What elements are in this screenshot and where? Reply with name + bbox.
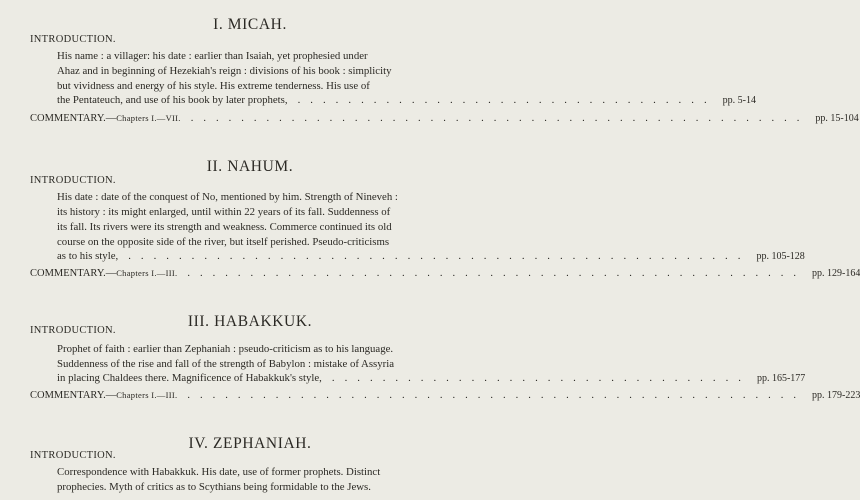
intro-text-line: course on the opposite side of the river, but itself perished. Pseudo-criticisms: [57, 236, 390, 248]
intro-text-line: its fall. Its rivers were its strength and weakness. Commerce continued its old: [57, 221, 392, 233]
intro-text-line: Suddenness of the rise and fall of the strength of Babylon : mistake of Assyria: [57, 358, 395, 370]
intro-final-line: [57, 372, 806, 384]
intro-page-range: pp. 165-177: [756, 373, 806, 384]
introduction-label: INTRODUCTION.: [30, 450, 116, 461]
dot-leader: .................................................: [128, 250, 751, 262]
commentary-chapters: Chapters I.—VII.: [116, 113, 181, 123]
commentary-row: [30, 390, 860, 401]
commentary-chapters: Chapters I.—III.: [116, 268, 178, 278]
commentary-lead: COMMENTARY.—: [30, 113, 117, 124]
intro-text-line: Ahaz and in beginning of Hezekiah's reign : divisions of his book : simplicity: [57, 65, 392, 77]
intro-text-line: Prophet of faith : earlier than Zephaniah : pseudo-criticism as to his language.: [57, 343, 394, 355]
section-heading-habakkuk: III. HABAKKUK.: [187, 313, 313, 330]
commentary-row: [30, 268, 860, 279]
dot-leader: .................................: [331, 372, 751, 384]
dot-leader: .................................: [297, 94, 717, 106]
intro-text-line: its history : its might enlarged, until within 22 years of its fall. Suddenness of: [57, 206, 391, 218]
commentary-label: [30, 268, 177, 279]
intro-text-line: prophecies. Myth of critics as to Scythians being formidable to the Jews.: [57, 481, 371, 493]
introduction-label: INTRODUCTION.: [30, 325, 116, 336]
commentary-page-range: pp. 179-223: [812, 390, 860, 401]
dot-leader: .................................................: [187, 390, 807, 401]
dot-leader: .................................................: [187, 268, 807, 279]
intro-text-line: His date : date of the conquest of No, mentioned by him. Strength of Nineveh :: [57, 191, 398, 203]
intro-final-text: the Pentateuch, and use of his book by later prophets,: [57, 94, 288, 106]
commentary-lead: COMMENTARY.—: [30, 390, 117, 401]
intro-text-line: but vividness and energy of his style. His extreme tenderness. His use of: [57, 80, 370, 92]
intro-text-line: His name : a villager: his date : earlier than Isaiah, yet prophesied under: [57, 50, 368, 62]
intro-text-line: Correspondence with Habakkuk. His date, use of former prophets. Distinct: [57, 466, 381, 478]
commentary-label: [30, 390, 177, 401]
commentary-chapters: Chapters I.—III.: [116, 390, 178, 400]
commentary-row: [30, 113, 859, 124]
commentary-label: [30, 113, 181, 124]
intro-page-range: pp. 105-128: [756, 251, 805, 262]
section-heading-nahum: II. NAHUM.: [206, 158, 294, 175]
section-heading-micah: I. MICAH.: [213, 16, 287, 33]
introduction-label: INTRODUCTION.: [30, 175, 116, 186]
introduction-label: INTRODUCTION.: [30, 34, 116, 45]
commentary-page-range: pp. 15-104: [815, 113, 859, 124]
intro-final-line: [57, 250, 805, 262]
commentary-lead: COMMENTARY.—: [30, 268, 117, 279]
intro-final-text: in placing Chaldees there. Magnificence of Habakkuk's style,: [57, 372, 322, 384]
commentary-page-range: pp. 129-164: [812, 268, 860, 279]
intro-final-text: as to his style,: [57, 250, 119, 262]
section-heading-zephaniah: IV. ZEPHANIAH.: [188, 435, 312, 452]
intro-page-range: pp. 5-14: [722, 95, 756, 106]
dot-leader: .................................................: [190, 113, 810, 124]
intro-final-line: [57, 94, 756, 106]
